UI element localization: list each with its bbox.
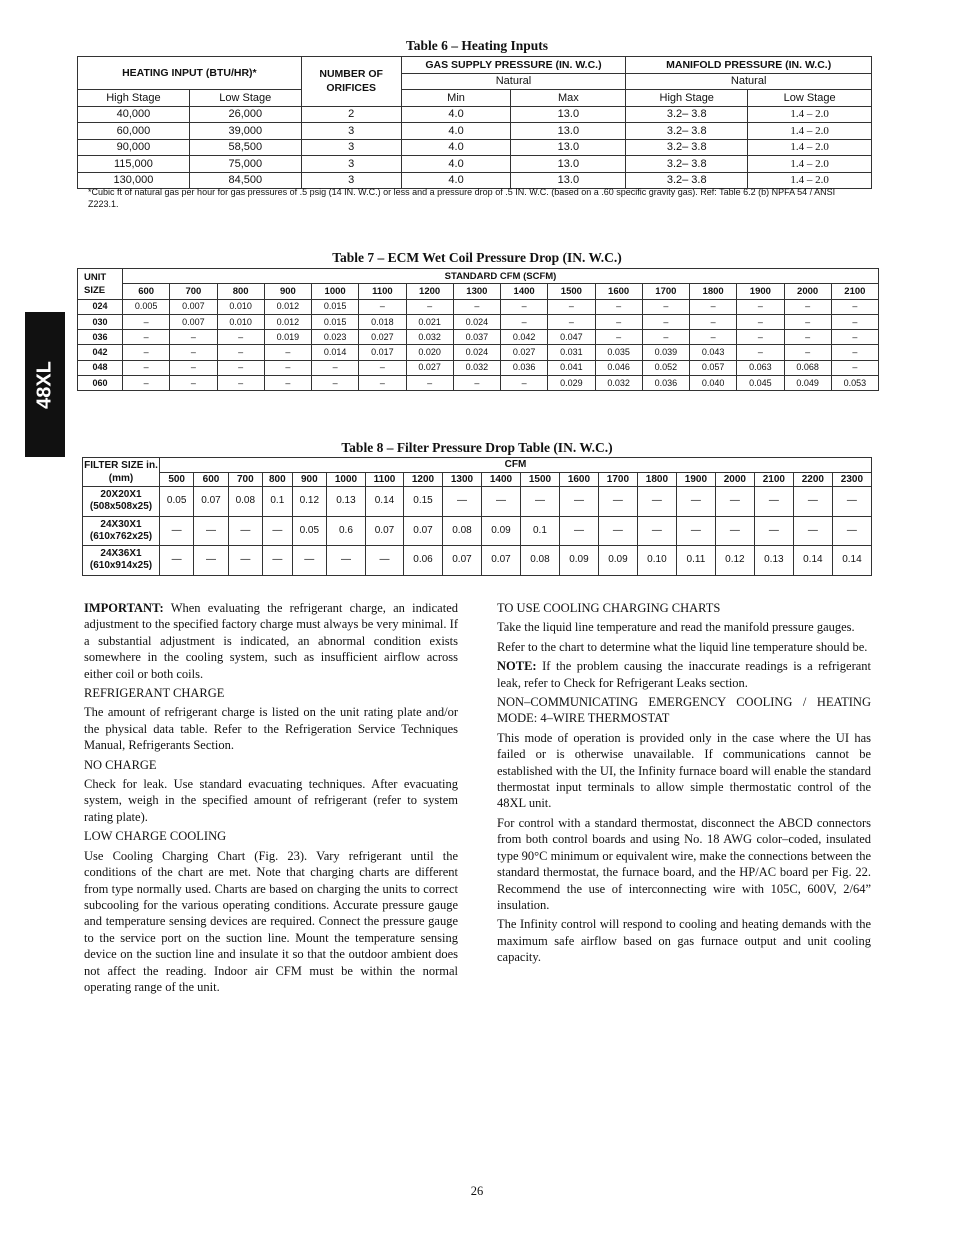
- unit-size-cell: 024: [78, 299, 123, 314]
- table-row: [78, 299, 879, 314]
- table-cell: 0.06: [404, 546, 443, 576]
- table-cell: —: [160, 546, 194, 576]
- table-cell: —: [676, 516, 715, 546]
- cfm-column-header: 800: [217, 284, 264, 299]
- table-cell: 0.027: [359, 330, 406, 345]
- table-row: [78, 106, 872, 123]
- cfm-column-header: 1300: [443, 472, 482, 487]
- table-cell: –: [831, 345, 878, 360]
- table-cell: 0.035: [595, 345, 642, 360]
- table-cell: 0.09: [598, 546, 637, 576]
- header-orifices: NUMBER OF ORIFICES: [301, 57, 401, 107]
- table-cell: –: [217, 360, 264, 375]
- subheader-cell: Low Stage: [189, 90, 301, 107]
- table-cell: 0.08: [520, 546, 559, 576]
- table-cell: –: [501, 376, 548, 391]
- table-cell: 26,000: [189, 106, 301, 123]
- refrigerant-charge-heading: REFRIGERANT CHARGE: [84, 686, 225, 701]
- table-row: [78, 314, 879, 329]
- take-liquid-paragraph: Take the liquid line temperature and read the manifold pressure gauges.: [497, 620, 855, 635]
- table-cell: 13.0: [511, 156, 626, 173]
- cfm-column-header: 500: [160, 472, 194, 487]
- table-cell: 0.047: [548, 330, 595, 345]
- cfm-column-header: 900: [292, 472, 326, 487]
- table-cell: 3.2– 3.8: [626, 156, 748, 173]
- cfm-column-header: 2300: [832, 472, 871, 487]
- filter-size-cell: 24X36X1 (610x914x25): [83, 546, 160, 576]
- left-column: [84, 600, 458, 998]
- important-label: IMPORTANT:: [84, 601, 164, 615]
- subheader-cell: High Stage: [78, 90, 190, 107]
- cfm-column-header: 1200: [406, 284, 453, 299]
- table-cell: –: [217, 376, 264, 391]
- table-cell: 0.13: [326, 487, 365, 517]
- table-cell: 13.0: [511, 139, 626, 156]
- table-cell: —: [443, 487, 482, 517]
- table-cell: –: [501, 314, 548, 329]
- table-cell: —: [228, 516, 262, 546]
- cfm-column-header: 1600: [559, 472, 598, 487]
- table-cell: 0.012: [264, 299, 311, 314]
- table-cell: –: [548, 314, 595, 329]
- note-paragraph: [497, 658, 871, 691]
- table-cell: –: [312, 360, 359, 375]
- header-gas-supply: GAS SUPPLY PRESSURE (IN. W.C.): [401, 57, 626, 74]
- table-cell: 0.1: [520, 516, 559, 546]
- table-cell: —: [637, 487, 676, 517]
- table-cell: 0.07: [365, 516, 403, 546]
- table-cell: 0.041: [548, 360, 595, 375]
- header-manifold: MANIFOLD PRESSURE (IN. W.C.): [626, 57, 872, 74]
- table-cell: 0.036: [501, 360, 548, 375]
- table-cell: 0.10: [637, 546, 676, 576]
- table-cell: 0.08: [228, 487, 262, 517]
- table-cell: 0.024: [453, 345, 500, 360]
- table-cell: 0.07: [481, 546, 520, 576]
- table-cell: –: [737, 345, 784, 360]
- cfm-column-header: 1800: [690, 284, 737, 299]
- important-paragraph: [84, 600, 458, 682]
- table-cell: 0.6: [326, 516, 365, 546]
- header-cfm: CFM: [160, 458, 872, 473]
- table-cell: 0.007: [170, 299, 217, 314]
- table-cell: –: [737, 330, 784, 345]
- filter-size-cell: 20X20X1 (508x508x25): [83, 487, 160, 517]
- table-cell: –: [453, 299, 500, 314]
- table-cell: 0.005: [123, 299, 170, 314]
- cfm-column-header: 800: [262, 472, 292, 487]
- cfm-column-header: 1900: [737, 284, 784, 299]
- table-cell: 3.2– 3.8: [626, 172, 748, 189]
- table-cell: 90,000: [78, 139, 190, 156]
- table-cell: –: [784, 314, 831, 329]
- table-cell: 0.052: [642, 360, 689, 375]
- table-row: [83, 546, 872, 576]
- table-cell: —: [832, 487, 871, 517]
- subheader-cell: High Stage: [626, 90, 748, 107]
- unit-size-cell: 060: [78, 376, 123, 391]
- table-cell: 0.007: [170, 314, 217, 329]
- table-cell: –: [217, 330, 264, 345]
- table-cell: —: [832, 516, 871, 546]
- table-cell: –: [595, 314, 642, 329]
- unit-size-cell: 036: [78, 330, 123, 345]
- table7-caption: Table 7 – ECM Wet Coil Pressure Drop (IN. W.C.): [332, 250, 622, 265]
- table-cell: —: [520, 487, 559, 517]
- table-cell: 0.08: [443, 516, 482, 546]
- table-cell: 1.4 – 2.0: [748, 172, 872, 189]
- table-cell: 0.015: [312, 299, 359, 314]
- table-cell: 0.068: [784, 360, 831, 375]
- table-cell: 0.053: [831, 376, 878, 391]
- table-cell: –: [123, 314, 170, 329]
- cfm-column-header: 1400: [481, 472, 520, 487]
- table-cell: 2: [301, 106, 401, 123]
- table-cell: —: [793, 516, 832, 546]
- header-filter-size: FILTER SIZE in. (mm): [83, 458, 160, 487]
- table-cell: –: [690, 299, 737, 314]
- table-cell: 0.09: [481, 516, 520, 546]
- table-cell: –: [548, 299, 595, 314]
- table-cell: –: [217, 345, 264, 360]
- cfm-column-header: 1200: [404, 472, 443, 487]
- header-standard-cfm: STANDARD CFM (SCFM): [123, 269, 879, 284]
- table-cell: 0.05: [160, 487, 194, 517]
- cfm-column-header: 1700: [642, 284, 689, 299]
- table-cell: —: [715, 516, 754, 546]
- table-row: [78, 345, 879, 360]
- table-cell: 0.015: [312, 314, 359, 329]
- cfm-column-header: 700: [228, 472, 262, 487]
- table-cell: 1.4 – 2.0: [748, 156, 872, 173]
- cfm-column-header: 1900: [676, 472, 715, 487]
- refrigerant-charge-paragraph: The amount of refrigerant charge is listed on the unit rating plate and/or the physical data table. Refer to the Refrigeration Service Techniques Manual, Refrigerants Section.: [84, 705, 458, 753]
- table-cell: —: [754, 516, 793, 546]
- cfm-column-header: 2100: [754, 472, 793, 487]
- table-cell: —: [262, 546, 292, 576]
- table-cell: 4.0: [401, 139, 511, 156]
- table-cell: 4.0: [401, 106, 511, 123]
- table-cell: 0.11: [676, 546, 715, 576]
- table-cell: —: [793, 487, 832, 517]
- table-cell: 3: [301, 123, 401, 140]
- table-cell: –: [123, 360, 170, 375]
- table-cell: 0.15: [404, 487, 443, 517]
- table-cell: 0.040: [690, 376, 737, 391]
- table-cell: 84,500: [189, 172, 301, 189]
- charging-charts-heading: TO USE COOLING CHARGING CHARTS: [497, 601, 721, 615]
- table-cell: 0.032: [595, 376, 642, 391]
- refer-chart-paragraph: Refer to the chart to determine what the liquid line temperature should be.: [497, 639, 868, 654]
- table-cell: –: [690, 330, 737, 345]
- table-cell: –: [501, 299, 548, 314]
- table-row: [83, 516, 872, 546]
- table-cell: 0.031: [548, 345, 595, 360]
- table-cell: 0.010: [217, 314, 264, 329]
- table-cell: 0.09: [559, 546, 598, 576]
- subheader-cell: Max: [511, 90, 626, 107]
- table-cell: 0.010: [217, 299, 264, 314]
- note-label: NOTE:: [497, 659, 537, 674]
- table-cell: 0.037: [453, 330, 500, 345]
- table-cell: —: [365, 546, 403, 576]
- cfm-column-header: 2200: [793, 472, 832, 487]
- table-cell: 3: [301, 139, 401, 156]
- table-cell: –: [737, 299, 784, 314]
- table-cell: 1.4 – 2.0: [748, 106, 872, 123]
- table-cell: –: [170, 376, 217, 391]
- table-cell: 0.019: [264, 330, 311, 345]
- table-cell: 3: [301, 156, 401, 173]
- table-cell: 75,000: [189, 156, 301, 173]
- table-cell: —: [481, 487, 520, 517]
- table-row: [78, 139, 872, 156]
- table-cell: –: [595, 299, 642, 314]
- table-cell: 13.0: [511, 106, 626, 123]
- cfm-column-header: 1000: [326, 472, 365, 487]
- table-cell: 0.039: [642, 345, 689, 360]
- table-cell: 0.020: [406, 345, 453, 360]
- table-cell: –: [359, 299, 406, 314]
- table-cell: 0.07: [194, 487, 228, 517]
- table-cell: —: [754, 487, 793, 517]
- table-cell: 0.032: [406, 330, 453, 345]
- table-cell: 0.042: [501, 330, 548, 345]
- table-cell: –: [312, 376, 359, 391]
- cfm-column-header: 1500: [548, 284, 595, 299]
- cfm-column-header: 600: [194, 472, 228, 487]
- table-cell: 1.4 – 2.0: [748, 123, 872, 140]
- table-cell: —: [160, 516, 194, 546]
- table-cell: –: [784, 330, 831, 345]
- table-cell: 0.063: [737, 360, 784, 375]
- table-cell: 3.2– 3.8: [626, 123, 748, 140]
- table-cell: —: [598, 487, 637, 517]
- table-cell: 0.07: [443, 546, 482, 576]
- table-cell: –: [831, 314, 878, 329]
- heating-inputs-table: [77, 56, 872, 189]
- table-cell: –: [264, 360, 311, 375]
- table-cell: 0.12: [292, 487, 326, 517]
- table-cell: –: [784, 345, 831, 360]
- wet-coil-pressure-table: [77, 268, 879, 391]
- table-cell: 0.045: [737, 376, 784, 391]
- low-charge-heading: LOW CHARGE COOLING: [84, 829, 227, 844]
- table-cell: –: [784, 299, 831, 314]
- table-cell: –: [123, 330, 170, 345]
- table-cell: —: [715, 487, 754, 517]
- right-column: [497, 600, 871, 969]
- cfm-column-header: 1000: [312, 284, 359, 299]
- table-cell: –: [170, 345, 217, 360]
- table-cell: 115,000: [78, 156, 190, 173]
- table-cell: 0.023: [312, 330, 359, 345]
- table-cell: 0.12: [715, 546, 754, 576]
- table-cell: 0.027: [406, 360, 453, 375]
- table-cell: –: [359, 360, 406, 375]
- table-cell: 0.021: [406, 314, 453, 329]
- unit-size-cell: 048: [78, 360, 123, 375]
- table-cell: 13.0: [511, 172, 626, 189]
- table-cell: 4.0: [401, 172, 511, 189]
- table-row: [78, 360, 879, 375]
- table-cell: 3: [301, 172, 401, 189]
- unit-size-cell: 042: [78, 345, 123, 360]
- cfm-column-header: 1400: [501, 284, 548, 299]
- table-cell: —: [326, 546, 365, 576]
- cfm-column-header: 600: [123, 284, 170, 299]
- non-communicating-heading: NON–COMMUNICATING EMERGENCY COOLING / HEATING MODE: 4–WIRE THERMOSTAT: [497, 695, 871, 726]
- section-tab-label: 48XL: [33, 360, 56, 409]
- table-cell: 4.0: [401, 123, 511, 140]
- table-cell: 60,000: [78, 123, 190, 140]
- table-cell: –: [170, 330, 217, 345]
- table-cell: –: [123, 376, 170, 391]
- table-cell: 39,000: [189, 123, 301, 140]
- table-row: [78, 156, 872, 173]
- cfm-column-header: 1100: [365, 472, 403, 487]
- table-cell: —: [262, 516, 292, 546]
- cfm-column-header: 2100: [831, 284, 878, 299]
- low-charge-paragraph: Use Cooling Charging Chart (Fig. 23). Vary refrigerant until the conditions of the chart are met. Note that charging charts are different from type normally used. Charts are based on charging the units to correct subcooling for the various operating conditions. Accurate pressure gauge and temperature sensing devices are required. Connect the pressure gauge to the service port on the suction line. Mount the temperature sensing device on the suction line and insulate it so that the outdoor ambient does not affect the reading. Indoor air CFM must be within the normal operating range of the unit.: [84, 848, 458, 994]
- table-cell: –: [406, 376, 453, 391]
- table-cell: –: [264, 376, 311, 391]
- table-cell: 0.014: [312, 345, 359, 360]
- table-cell: 0.057: [690, 360, 737, 375]
- table-cell: –: [831, 330, 878, 345]
- table-cell: 0.043: [690, 345, 737, 360]
- table-cell: 0.049: [784, 376, 831, 391]
- section-tab: [25, 312, 65, 457]
- table-cell: —: [194, 516, 228, 546]
- table-cell: —: [194, 546, 228, 576]
- table-cell: 3.2– 3.8: [626, 106, 748, 123]
- table-cell: 0.14: [793, 546, 832, 576]
- cfm-column-header: 2000: [715, 472, 754, 487]
- header-natural-gas: Natural: [401, 73, 626, 90]
- table-cell: –: [359, 376, 406, 391]
- table-cell: —: [637, 516, 676, 546]
- filter-pressure-table: [82, 457, 872, 576]
- table-cell: 0.14: [365, 487, 403, 517]
- table-cell: 3.2– 3.8: [626, 139, 748, 156]
- table-cell: 130,000: [78, 172, 190, 189]
- cfm-column-header: 1300: [453, 284, 500, 299]
- table-cell: —: [559, 487, 598, 517]
- table-cell: –: [264, 345, 311, 360]
- table-cell: 0.05: [292, 516, 326, 546]
- table-cell: 13.0: [511, 123, 626, 140]
- table-cell: 0.1: [262, 487, 292, 517]
- table8-caption: Table 8 – Filter Pressure Drop Table (IN. W.C.): [341, 440, 613, 455]
- table-cell: —: [559, 516, 598, 546]
- subheader-cell: Low Stage: [748, 90, 872, 107]
- no-charge-paragraph: Check for leak. Use standard evacuating techniques. After evacuating system, weigh in the specified amount of refrigerant (refer to system rating plate).: [84, 777, 458, 824]
- cfm-column-header: 1800: [637, 472, 676, 487]
- table-cell: 0.036: [642, 376, 689, 391]
- table6-caption: Table 6 – Heating Inputs: [405, 38, 549, 53]
- filter-size-cell: 24X30X1 (610x762x25): [83, 516, 160, 546]
- table-cell: 0.07: [404, 516, 443, 546]
- cfm-column-header: 1700: [598, 472, 637, 487]
- table-cell: 0.14: [832, 546, 871, 576]
- header-natural-manifold: Natural: [626, 73, 872, 90]
- table-cell: –: [737, 314, 784, 329]
- table-cell: –: [642, 299, 689, 314]
- cfm-column-header: 900: [264, 284, 311, 299]
- table-cell: 0.027: [501, 345, 548, 360]
- table6-footnote: *Cubic ft of natural gas per hour for gas pressures of .5 psig (14 IN. W.C.) or less and a pressure drop of .5 IN. W.C. (based on a .60 specific gravity gas). Ref: Table 6.2 (b) NPFA 54 / ANSI Z223.1.: [88, 187, 836, 209]
- table-row: [78, 123, 872, 140]
- no-charge-heading: NO CHARGE: [84, 757, 157, 772]
- table-cell: –: [123, 345, 170, 360]
- table-cell: –: [595, 330, 642, 345]
- infinity-control-paragraph: The Infinity control will respond to cooling and heating demands with the maximum safe airflow based on gas furnace output and unit cooling capacity.: [497, 917, 871, 965]
- note-body: If the problem causing the inaccurate readings is a refrigerant leak, refer to Check for Refrigerant Leaks section.: [497, 659, 871, 690]
- unit-size-cell: 030: [78, 314, 123, 329]
- table-cell: 0.018: [359, 314, 406, 329]
- cfm-column-header: 1500: [520, 472, 559, 487]
- cfm-column-header: 2000: [784, 284, 831, 299]
- table-cell: 0.017: [359, 345, 406, 360]
- header-unit-size: UNIT SIZE: [78, 269, 123, 300]
- table-cell: —: [598, 516, 637, 546]
- table-cell: 0.046: [595, 360, 642, 375]
- table-row: [78, 376, 879, 391]
- table-cell: —: [292, 546, 326, 576]
- table-cell: —: [676, 487, 715, 517]
- table-cell: –: [831, 299, 878, 314]
- table-row: [83, 487, 872, 517]
- cfm-column-header: 1600: [595, 284, 642, 299]
- table-cell: 1.4 – 2.0: [748, 139, 872, 156]
- table-cell: –: [690, 314, 737, 329]
- table-cell: –: [831, 360, 878, 375]
- table-cell: –: [642, 314, 689, 329]
- table-cell: 58,500: [189, 139, 301, 156]
- header-heating-input: HEATING INPUT (BTU/HR)*: [78, 57, 302, 90]
- table-cell: –: [406, 299, 453, 314]
- important-body: When evaluating the refrigerant charge, an indicated adjustment to the specified factory charge must always be very minimal. If a substantial adjustment is indicated, an abnormal condition exists somewhere in the cooling system, such as insufficient airflow across either coil or both coils.: [84, 601, 458, 681]
- cfm-column-header: 700: [170, 284, 217, 299]
- table-cell: 0.032: [453, 360, 500, 375]
- table-cell: 40,000: [78, 106, 190, 123]
- table-cell: –: [453, 376, 500, 391]
- cfm-column-header: 1100: [359, 284, 406, 299]
- thermostat-control-paragraph: For control with a standard thermostat, disconnect the ABCD connectors from both control boards and using No. 18 AWG color–coded, insulated type 90°C minimum or equivalent wire, make the connections between the standard thermostat, the furnace board, and the HP/AC board per Fig. 22. Recommend the use of interconnecting wire with 105C, 600V, 2/64” insulation.: [497, 815, 871, 912]
- subheader-cell: Min: [401, 90, 511, 107]
- table-cell: 0.029: [548, 376, 595, 391]
- page-number: 26: [470, 1184, 484, 1198]
- table-cell: 0.012: [264, 314, 311, 329]
- table-cell: –: [170, 360, 217, 375]
- table-cell: —: [228, 546, 262, 576]
- table-cell: 0.13: [754, 546, 793, 576]
- table-cell: 0.024: [453, 314, 500, 329]
- table-row: [78, 330, 879, 345]
- table-cell: –: [642, 330, 689, 345]
- mode-paragraph: This mode of operation is provided only in the case where the UI has failed or is otherwise unavailable. If communications cannot be established with the UI, the Infinity furnace board will enable the standard thermostat input terminals to allow simple thermostatic control of the 48XL unit.: [497, 730, 871, 811]
- table-cell: 4.0: [401, 156, 511, 173]
